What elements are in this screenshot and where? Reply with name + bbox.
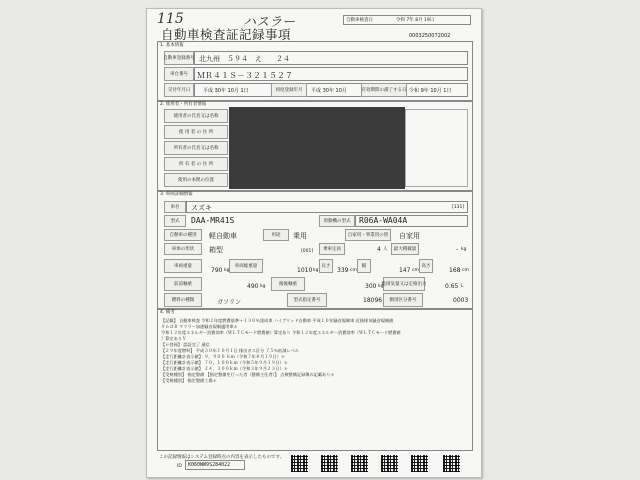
gross-weight-label: 車両総重量 [229,259,263,273]
remark-line: 【受検種別】 指定整備 【指定整備を行った者（整備主任者）】 点検整備記録簿の記載あり＊ [161,372,335,377]
gross-weight: 1010 [297,267,313,274]
remark-line: ）算定ありＹ [161,336,187,341]
remark-line: 【走行距離計表示値】 ７０，１００ｋｍ（令和５年９月１９日）＊ [161,360,288,365]
width-unit: cm [412,268,419,273]
class-number: 0003 [453,297,469,304]
user-name-label: 使用者の氏名又は名称 [164,109,228,123]
first-reg: 平成 30年 10月 1日 [203,88,249,94]
plate-label: 自動車登録番号 [164,51,194,65]
width: 147 [399,267,411,274]
expiry-date: 令和 9年 10月 1日 [409,88,452,94]
section1-heading: 1. 基本情報 [160,43,184,48]
issue-date: 令和 7年 8月 19日 [396,18,435,23]
body-code: [001] [301,249,314,254]
body-label: 車体の形状 [164,243,202,255]
capacity: 4 [377,246,381,253]
use: 乗用 [293,232,307,240]
rear-axle-unit: kg [378,284,384,289]
issue-date-box [343,15,471,25]
remark-line: 令和１２年度エネルギー消費効率（ＷＬＴＣモード燃費値）算定あり 令和１２年度エネルギー消費効率（ＷＬＴＣモード燃費値 [161,330,401,335]
qr-code-icon [321,455,338,472]
remark-line: 【ｅ登録】 認証完了 通信 [161,342,210,347]
qr-code-icon [443,455,460,472]
model-label: 型式 [164,215,186,227]
owner-extra-cell [405,109,468,187]
maker-cell [186,201,468,213]
user-address-label: 使 用 者 の 住 所 [164,125,228,139]
rear-axle-label: 後後軸重 [271,277,305,291]
qr-code-icon [411,455,428,472]
first-reg-label: 交付年月日 [164,83,194,97]
section2-heading: 2. 使用者・所有者情報 [160,102,207,107]
remark-line: 【受検種別】 指定整備工場＊ [161,378,217,383]
maker: スズキ [191,204,212,212]
height-unit: cm [462,268,469,273]
fuel-label: 燃料の種類 [164,293,202,307]
qr-code-icon [351,455,368,472]
remark-line: 【記載】 自動車検査 令和２年度燃費基準＋１３０％達成車 ハイブリッド自動車 平成１０年騒音規制車 近接排気騒音規制値 [161,318,394,323]
use-label: 用途 [263,229,289,241]
first-reg2-label: 初度登録年月 [271,83,307,97]
displacement-unit: L [461,284,464,289]
rear-axle-weight: 300 [365,283,377,290]
footer-id: K060WW9S284022 [188,462,231,468]
section3-heading: 3. 車両詳細情報 [160,192,193,197]
kind-label: 自動車の種別 [164,229,202,241]
width-label: 幅 [357,259,371,273]
gross-weight-unit: kg [313,268,319,273]
engine-label: 原動機の型式 [319,215,355,227]
body-shape: 箱型 [209,246,223,254]
vin: ＭＲ４１Ｓ－３２１５２７ [197,71,293,80]
vin-label: 車台番号 [164,67,194,81]
height-label: 高さ [419,259,433,273]
owner-name-label: 所有者の氏名又は名称 [164,141,228,155]
max-load-label: 最大積載量 [391,243,419,255]
displacement-label: 総排気量又は定格出力 [383,277,425,291]
remark-line: 【２９年度燃料】 平成３０年１０月１日 排出ガス区分 ７５％低減レベル [161,348,299,353]
front-axle-unit: kg [260,284,266,289]
section4-heading: 4. 備考 [160,310,175,315]
qr-code-icon [291,455,308,472]
fuel-type: ガソリン [217,299,242,306]
model: DAA-MR41S [191,216,235,225]
remark-line: ９６ｄＢ マフラー加速騒音規制適用車＊ [161,324,238,329]
model-number: 18096 [363,297,383,304]
first-reg2: 平成 30年 10月 [311,88,347,94]
max-load: - [456,246,459,253]
inspection-record-document [146,8,482,478]
vehicle-kind: 軽自動車 [209,232,237,240]
document-number: 0003250072002 [409,33,451,39]
expiry-label: 有効期間の満了する日 [361,83,407,97]
qr-code-icon [381,455,398,472]
front-axle-weight: 490 [247,283,259,290]
handwritten-number: 115 [157,11,184,27]
displacement: 0.65 [445,283,459,290]
handwritten-model-name: ハスラー [243,15,296,30]
footer-id-label: ID [177,464,182,469]
document-title: 自動車検査証記録事項 [161,27,292,42]
footer-note: この記録情報はシステム登録時点の内容を表示したものです。 [159,455,285,460]
capacity-unit: 人 [383,247,388,252]
maker-code: [131] [452,205,465,210]
front-axle-label: 前前軸重 [164,277,202,291]
footer-id-box [185,460,245,470]
length: 339 [337,267,349,274]
length-unit: cm [350,268,357,273]
class-no-label: 類別区分番号 [383,293,423,307]
capacity-label: 乗車定員 [319,243,345,255]
remark-line: 【走行距離計表示値】 ２４，３００ｋｍ（令和３年９月２３日）＊ [161,366,288,371]
length-label: 長さ [319,259,333,273]
engine: R06A-WA04A [359,216,408,225]
plate-number: 北九州 ５９４ え ２４ [199,55,290,63]
max-load-unit: kg [461,247,467,252]
vehicle-weight: 790 [211,267,223,274]
private-or-business: 自家用 [399,232,420,240]
maker-label: 車名 [164,201,186,213]
issue-date-label: 自動車検査日 [346,18,373,23]
base-location-label: 使用の本拠の位置 [164,173,228,187]
owner-address-label: 所 有 者 の 住 所 [164,157,228,171]
model-no-label: 型式指定番号 [287,293,327,307]
remark-line: 【走行距離計表示値】 ９，９００ ｋｍ（令和７年８月１９日）＊ [161,354,286,359]
weight-label: 車両重量 [164,259,202,273]
redacted-personal-info [229,107,405,189]
weight-unit: kg [224,268,230,273]
height: 168 [449,267,461,274]
biz-label: 自家用・事業用の別 [345,229,391,241]
